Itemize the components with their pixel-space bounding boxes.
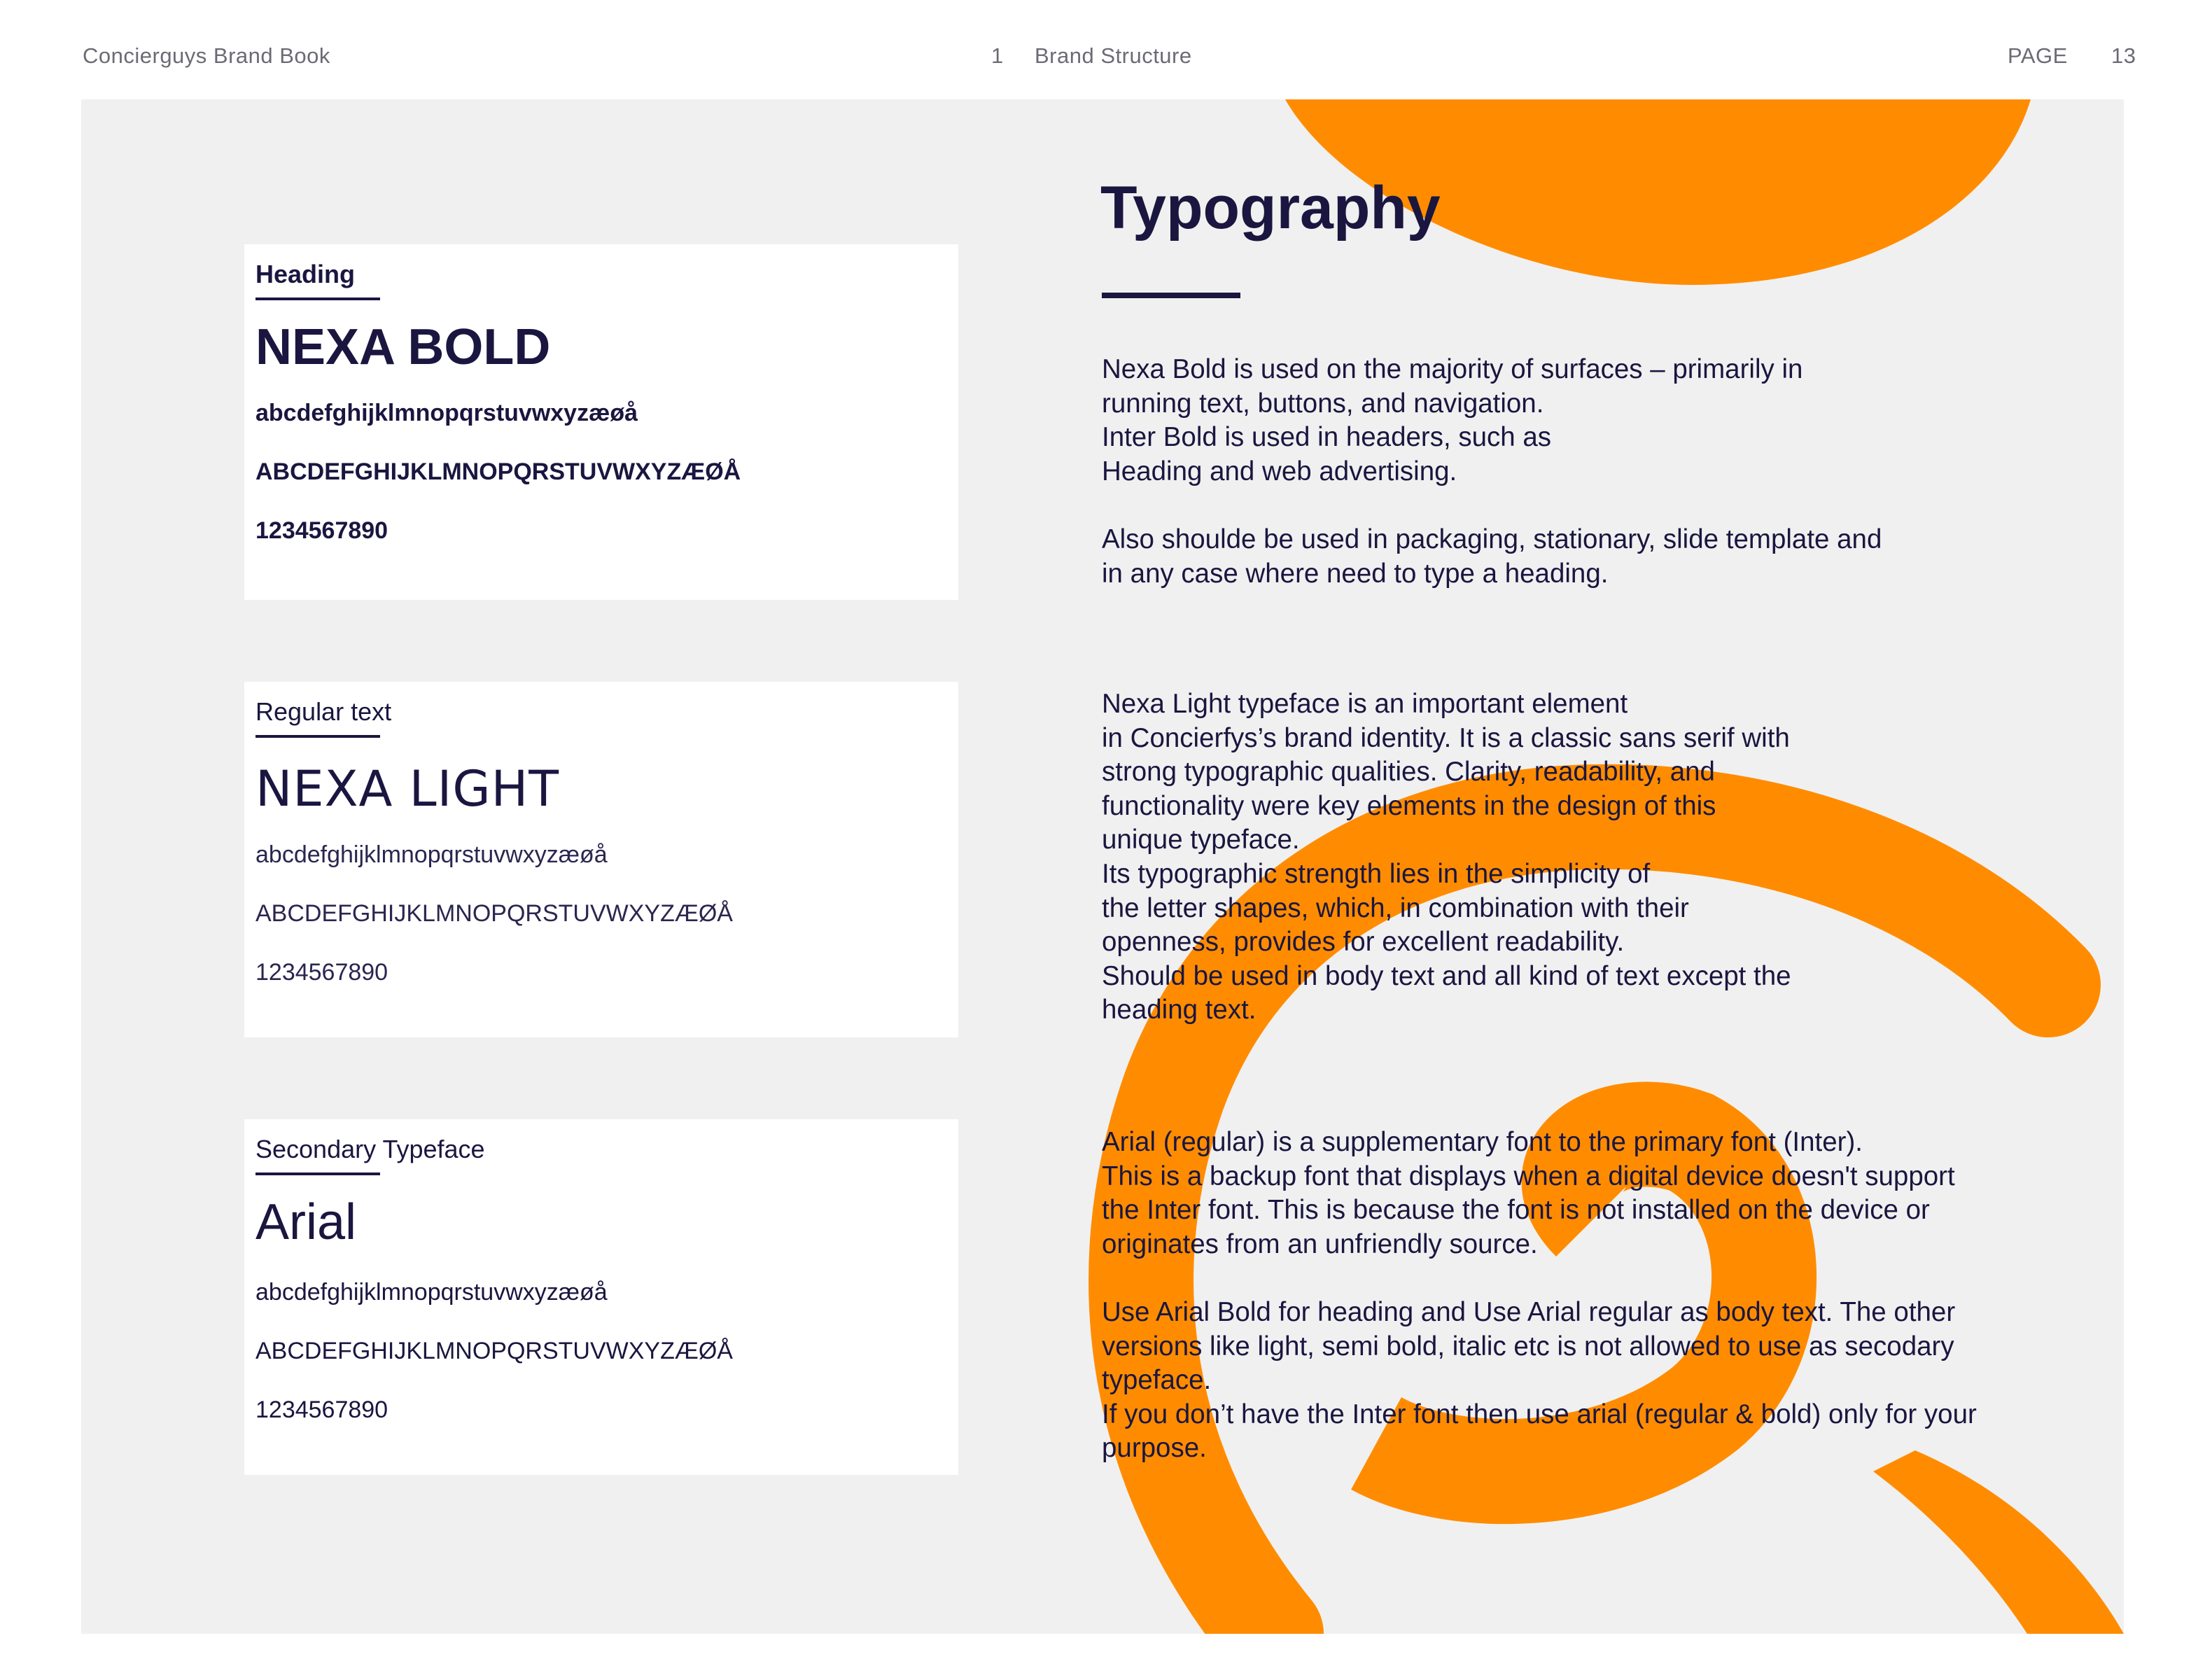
label-underline (255, 298, 380, 300)
font-name: NEXA BOLD (255, 319, 551, 375)
label-underline (255, 735, 380, 738)
content-panel (81, 99, 2124, 1634)
font-card-arial (244, 1119, 958, 1475)
uppercase-sample: ABCDEFGHIJKLMNOPQRSTUVWXYZÆØÅ (255, 1338, 733, 1364)
card-label: Secondary Typeface (255, 1135, 485, 1163)
book-title: Concierguys Brand Book (83, 43, 330, 68)
lowercase-sample: abcdefghijklmnopqrstuvwxyzæøå (255, 400, 638, 426)
label-underline (255, 1172, 380, 1175)
nexa-bold-description: Nexa Bold is used on the majority of surfaces – primarily in running text, buttons, and navigation. Inter Bold is used in headers, such as Heading and web advertising. Also shoulde be used in packaging, stationary, slide template and in any case where need to type a heading. (1102, 354, 1882, 589)
arial-description: Arial (regular) is a supplementary font to the primary font (Inter). This is a backup font that displays when a digital device doesn't support the Inter font. This is because the font is not installed on the device or originates from an unfriendly source. Use Arial Bold for heading and Use Arial regular as body text. The other versions like light, semi bold, italic etc is not allowed to use as secodary typeface. If you don’t have the Inter font then use arial (regular & bold) only for your purpose. (1102, 1127, 1977, 1464)
section-number: 1 (991, 43, 1004, 68)
digits-sample: 1234567890 (255, 959, 388, 986)
nexa-light-description: Nexa Light typeface is an important element in Concierfys’s brand identity. It is a classic sans serif with strong typographic qualities. Clarity, readability, and functionality were key elements in the design of this unique typeface. Its typographic strength lies in the simplicity of the letter shapes, which, in combination with their openness, provides for excellent readability. Should be used in body text and all kind of text except the heading text. (1102, 689, 1791, 1026)
digits-sample: 1234567890 (255, 517, 388, 544)
title-underline (1102, 293, 1240, 298)
card-label: Heading (255, 260, 356, 288)
digits-sample: 1234567890 (255, 1396, 388, 1423)
lowercase-sample: abcdefghijklmnopqrstuvwxyzæøå (255, 841, 608, 868)
font-name: NEXA LIGHT (255, 760, 559, 818)
lowercase-sample: abcdefghijklmnopqrstuvwxyzæøå (255, 1279, 608, 1306)
font-card-nexa-light (244, 682, 958, 1037)
page-label: PAGE (2008, 43, 2068, 68)
uppercase-sample: ABCDEFGHIJKLMNOPQRSTUVWXYZÆØÅ (255, 458, 741, 485)
card-label: Regular text (255, 697, 392, 726)
brand-q-tail (1873, 1450, 2124, 1634)
page-title: Typography (1100, 174, 1441, 241)
section-title: Brand Structure (1035, 43, 1192, 68)
uppercase-sample: ABCDEFGHIJKLMNOPQRSTUVWXYZÆØÅ (255, 900, 733, 927)
font-card-nexa-bold (244, 244, 958, 600)
font-name: Arial (255, 1194, 357, 1250)
page-number: 13 (2111, 43, 2136, 68)
